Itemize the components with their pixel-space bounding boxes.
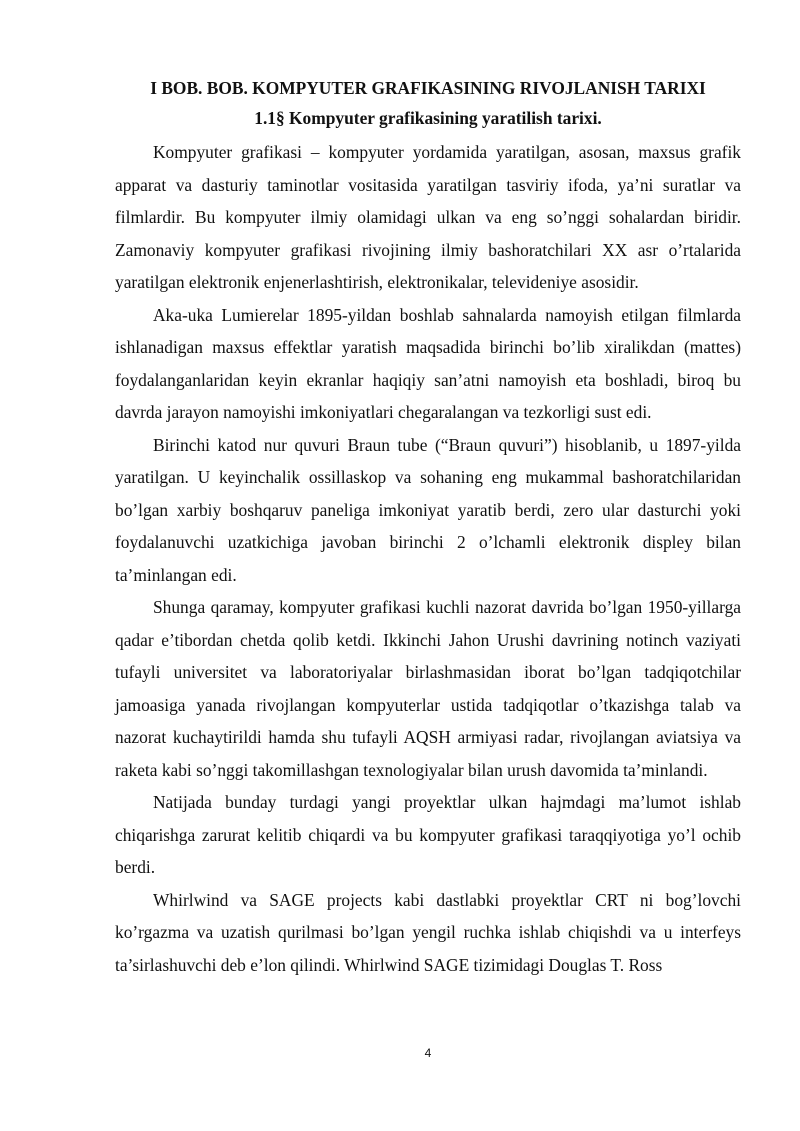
- paragraph: Natijada bunday turdagi yangi proyektlar ulkan hajmdagi ma’lumot ishlab chiqarishga zarurat kelitib chiqardi va bu kompyuter grafikasi taraqqiyotiga yo’l ochib berdi.: [115, 792, 741, 877]
- paragraph: Kompyuter grafikasi – kompyuter yordamida yaratilgan, asosan, maxsus grafik apparat va dasturiy taminotlar vositasida yaratilgan tasviriy ifoda, ya’ni suratlar va filmlardir. Bu kompyuter ilmiy olamidagi ulkan va eng so’nggi sohalardan biridir. Zamonaviy kompyuter grafikasi rivojining ilmiy bashoratchilari XX asr o’rtalarida yaratilgan elektronik enjenerlashtirish, elektronikalar, televideniye asosidir.: [115, 142, 741, 292]
- body-text: [115, 136, 741, 981]
- paragraph: Aka-uka Lumierelar 1895-yildan boshlab sahnalarda namoyish etilgan filmlarda ishlanadigan maxsus effektlar yaratish maqsadida birinchi bo’lib xiralikdan (mattes) foydalanganlaridan keyin ekranlar haqiqiy san’atni namoyish eta boshladi, biroq bu davrda jarayon namoyishi imkoniyatlari chegaralangan va tezkorligi sust edi.: [115, 304, 741, 422]
- page-number: 4: [424, 1046, 432, 1060]
- paragraph: Shunga qaramay, kompyuter grafikasi kuchli nazorat davrida bo’lgan 1950-yillarga qadar e’tibordan chetda qolib ketdi. Ikkinchi Jahon Urushi davrining notinch vaziyati tufayli universitet va laboratoriyalar birlashmasidan iborat bo’lgan tadqiqotchilar jamoasiga yanada rivojlangan kompyuterlar ustida tadqiqotlar o’tkazishga talab va nazorat kuchaytirildi hamda shu tufayli AQSH armiyasi radar, rivojlangan aviatsiya va raketa kabi so’nggi takomillashgan texnologiyalar bilan urush davomida ta’minlandi.: [115, 597, 741, 780]
- paragraph: Whirlwind va SAGE projects kabi dastlabki proyektlar CRT ni bog’lovchi ko’rgazma va uzatish qurilmasi bo’lgan yengil ruchka ishlab chiqishdi va u interfeys ta’sirlashuvchi deb e’lon qilindi. Whirlwind SAGE tizimidagi Douglas T. Ross: [115, 889, 741, 975]
- chapter-title: I BOB. BOB. KOMPYUTER GRAFIKASINING RIVOJLANISH TARIXI: [150, 78, 706, 98]
- paragraph: Birinchi katod nur quvuri Braun tube (“Braun quvuri”) hisoblanib, u 1897-yilda yaratilgan. U keyinchalik ossillaskop va sohaning eng mukammal bashoratchilaridan bo’lgan xarbiy boshqaruv paneliga imkoniyat yaratib berdi, zero ular dasturchi yoki foydalanuvchi uzatkichiga javoban birinchi 2 o’lchamli elektronik displey bilan ta’minlangan edi.: [115, 434, 741, 585]
- section-title: 1.1§ Kompyuter grafikasining yaratilish tarixi.: [254, 108, 602, 128]
